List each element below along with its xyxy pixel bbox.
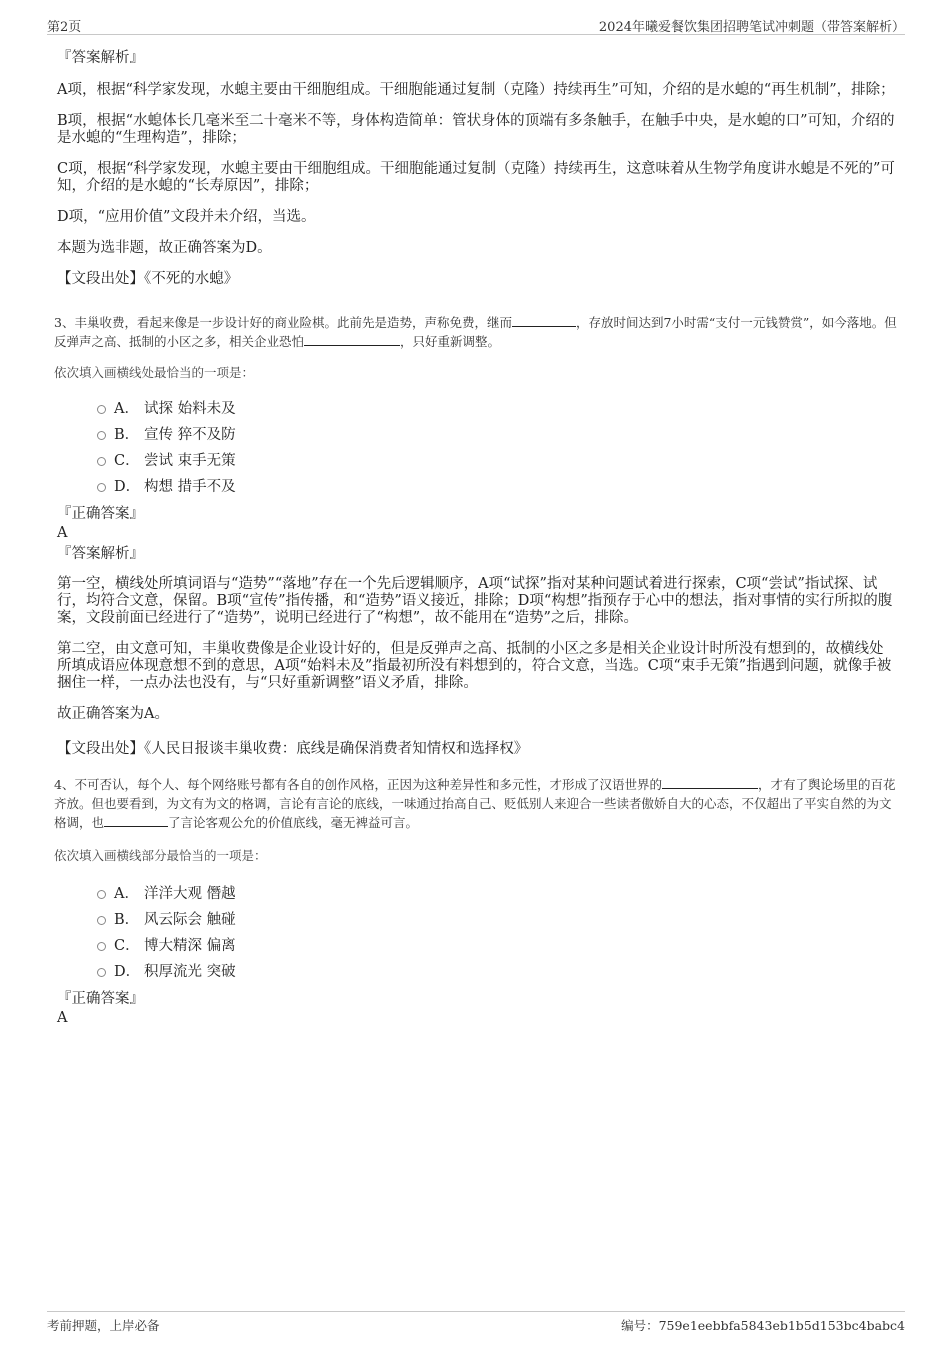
question-4-options <box>97 879 897 983</box>
source-label: 【文段出处】 <box>57 741 144 757</box>
question-3-options <box>97 394 897 498</box>
page-number: 第2页 <box>47 20 82 35</box>
option-b[interactable]: B． 宣传 猝不及防 <box>97 420 897 446</box>
correct-answer-label: 『正确答案』 <box>57 991 144 1007</box>
source-line <box>57 741 897 758</box>
footer-slogan: 考前押题，上岸必备 <box>47 1318 160 1333</box>
question-4-text: 4、不可否认，每个人、每个网络账号都有各自的创作风格，正因为这种差异性和多元性，才形成了汉语世界的 ，才有了舆论场里的百花齐放。但也要看到，为文有为文的格调，言论有言论的底线，一味通过抬高自己、贬低别人来迎合一些读者傲娇自大的心态，不仅超出了平实自然的为文格调，也 了言论客观公允的价值底线，毫无裨益可言。 <box>54 777 896 830</box>
radio-icon[interactable] <box>97 916 106 925</box>
fill-blank <box>104 815 168 827</box>
analysis-conclusion: 本题为选非题，故正确答案为D。 <box>57 240 272 256</box>
analysis-label: 『答案解析』 <box>57 50 144 66</box>
page-header <box>47 14 905 35</box>
source-text: 《人民日报谈丰巢收费：底线是确保消费者知情权和选择权》 <box>144 741 529 757</box>
correct-answer-value: A <box>57 525 68 541</box>
fill-blank <box>662 777 758 789</box>
correct-answer-value: A <box>57 1010 68 1026</box>
correct-answer-label: 『正确答案』 <box>57 506 144 522</box>
analysis-paragraph: C项，根据“科学家发现，水螅主要由干细胞组成。干细胞能通过复制（克隆）持续再生，这意味着从生物学角度讲水螅是不死的”可知，介绍的是水螅的“长寿原因”，排除； <box>57 161 895 194</box>
analysis-paragraph: D项，“应用价值”文段并未介绍，当选。 <box>57 209 316 225</box>
analysis-paragraph: A项，根据“科学家发现，水螅主要由干细胞组成。干细胞能通过复制（克隆）持续再生”可知，介绍的是水螅的“再生机制”，排除； <box>57 82 895 98</box>
radio-icon[interactable] <box>97 405 106 414</box>
page-content <box>54 46 897 1027</box>
question-prompt: 依次填入画横线处最恰当的一项是： <box>54 365 255 380</box>
fill-blank <box>512 315 576 327</box>
option-c[interactable]: C． 尝试 束手无策 <box>97 446 897 472</box>
radio-icon[interactable] <box>97 890 106 899</box>
option-a[interactable]: A． 洋洋大观 僭越 <box>97 879 897 905</box>
radio-icon[interactable] <box>97 483 106 492</box>
option-d[interactable]: D． 积厚流光 突破 <box>97 957 897 983</box>
document-title: 2024年曦爱餐饮集团招聘笔试冲刺题（带答案解析） <box>598 20 905 35</box>
page-footer <box>47 1311 905 1333</box>
radio-icon[interactable] <box>97 942 106 951</box>
analysis-paragraph: B项，根据“水螅体长几毫米至二十毫米不等，身体构造简单：管状身体的顶端有多条触手，在触手中央，是水螅的口”可知，介绍的是水螅的“生理构造”，排除； <box>57 113 895 146</box>
analysis-conclusion: 故正确答案为A。 <box>57 706 169 722</box>
radio-icon[interactable] <box>97 968 106 977</box>
document-id: 编号：759e1eebbfa5843eb1b5d153bc4babc4 <box>621 1318 905 1333</box>
analysis-paragraph: 第二空，由文意可知，丰巢收费像是企业设计好的，但是反弹声之高、抵制的小区之多是相关企业设计时所没有想到的，故横线处所填成语应体现意想不到的意思，A项“始料未及”指最初所没有料想到的，符合文意，当选。C项“束手无策”指遇到问题，就像手被捆住一样，一点办法也没有，与“只好重新调整”语义矛盾，排除。 <box>57 641 892 691</box>
question-prompt: 依次填入画横线部分最恰当的一项是： <box>54 848 267 863</box>
source-line <box>57 271 897 288</box>
source-text: 《不死的水螅》 <box>144 271 239 287</box>
option-d[interactable]: D． 构想 措手不及 <box>97 472 897 498</box>
option-c[interactable]: C． 博大精深 偏离 <box>97 931 897 957</box>
option-a[interactable]: A． 试探 始料未及 <box>97 394 897 420</box>
fill-blank <box>304 334 400 346</box>
analysis-label: 『答案解析』 <box>57 546 144 562</box>
radio-icon[interactable] <box>97 431 106 440</box>
radio-icon[interactable] <box>97 457 106 466</box>
option-b[interactable]: B． 风云际会 触碰 <box>97 905 897 931</box>
question-3-text: 3、丰巢收费，看起来像是一步设计好的商业险棋。此前先是造势，声称免费，继而 ，存放时间达到7小时需“支付一元钱赞赏”，如今落地。但反弹声之高、抵制的小区之多，相关企业恐怕 ，只好重新调整。 <box>54 315 897 349</box>
source-label: 【文段出处】 <box>57 271 144 287</box>
analysis-paragraph: 第一空，横线处所填词语与“造势”“落地”存在一个先后逻辑顺序，A项“试探”指对某种问题试着进行探索，C项“尝试”指试探、试行，均符合文意，保留。B项“宣传”指传播，和“造势”语义接近，排除；D项“构想”指预存于心中的想法，指对事情的实行所拟的腹案，文段前面已经进行了“造势”，说明已经进行了“构想”，故不能用在“造势”之后，排除。 <box>57 576 893 626</box>
